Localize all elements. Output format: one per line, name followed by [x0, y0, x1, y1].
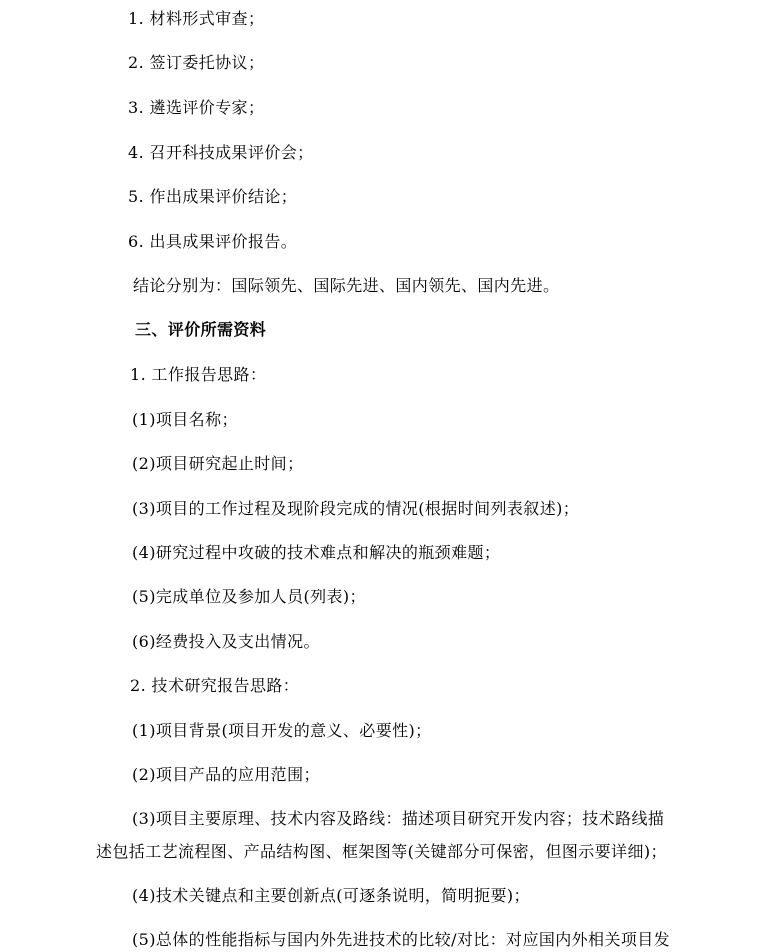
tech-report-item-3: (3)项目主要原理、技术内容及路线：描述项目研究开发内容；技术路线描 — [132, 809, 665, 828]
step-1-material-review: 1. 材料形式审查； — [128, 9, 265, 28]
tech-report-item-2: (2)项目产品的应用范围； — [132, 765, 320, 784]
work-report-item-4: (4)研究过程中攻破的技术难点和解决的瓶颈难题； — [132, 543, 501, 562]
conclusion-categories: 结论分别为：国际领先、国际先进、国内领先、国内先进。 — [133, 276, 560, 295]
section-heading-3: 三、评价所需资料 — [135, 320, 267, 339]
work-report-outline-title: 1. 工作报告思路： — [130, 365, 267, 384]
step-6-issue-report: 6. 出具成果评价报告。 — [128, 232, 298, 251]
work-report-item-5: (5)完成单位及参加人员(列表)； — [132, 587, 366, 606]
tech-report-item-4: (4)技术关键点和主要创新点(可逐条说明，简明扼要)； — [132, 886, 530, 905]
step-5-make-conclusion: 5. 作出成果评价结论； — [128, 187, 298, 206]
work-report-item-6: (6)经费投入及支出情况。 — [132, 632, 320, 651]
tech-report-item-3-cont: 述包括工艺流程图、产品结构图、框架图等(关键部分可保密，但图示要详细)； — [96, 842, 667, 861]
step-4-hold-meeting: 4. 召开科技成果评价会； — [128, 143, 314, 162]
tech-report-item-5: (5)总体的性能指标与国内外先进技术的比较/对比：对应国内外相关项目发 — [132, 930, 671, 949]
tech-report-item-1: (1)项目背景(项目开发的意义、必要性)； — [132, 721, 432, 740]
step-2-sign-agreement: 2. 签订委托协议； — [128, 53, 265, 72]
step-3-select-experts: 3. 遴选评价专家； — [128, 98, 265, 117]
tech-report-outline-title: 2. 技术研究报告思路： — [130, 676, 300, 695]
work-report-item-3: (3)项目的工作过程及现阶段完成的情况(根据时间列表叙述)； — [132, 499, 580, 518]
work-report-item-1: (1)项目名称； — [132, 410, 238, 429]
work-report-item-2: (2)项目研究起止时间； — [132, 454, 304, 473]
